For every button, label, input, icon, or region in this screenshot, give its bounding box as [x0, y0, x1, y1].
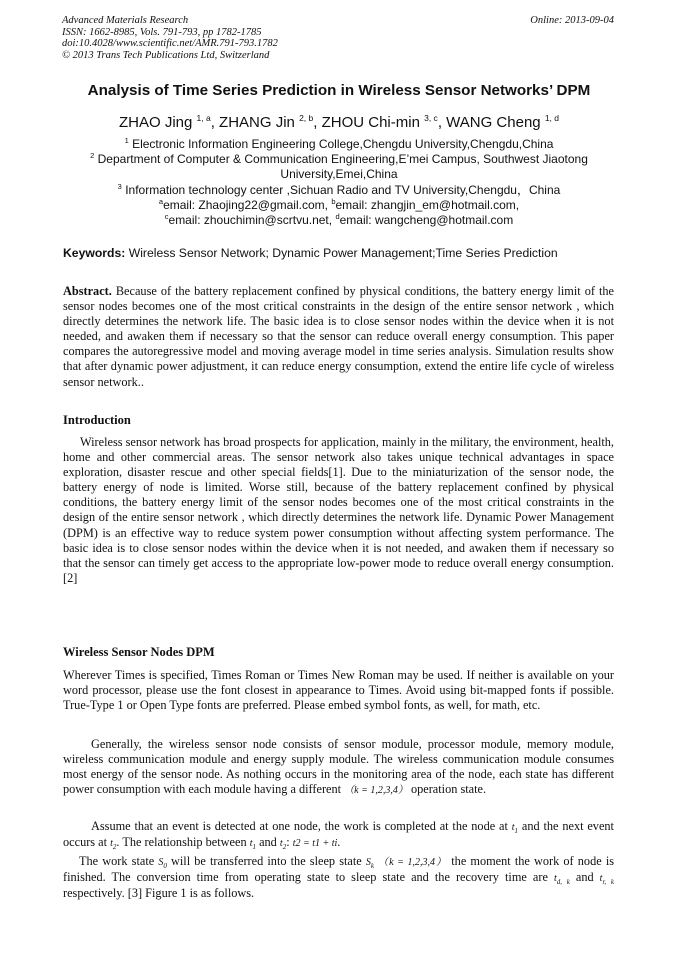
author-name: ZHOU Chi-min	[321, 114, 420, 131]
issn-line: ISSN: 1662-8985, Vols. 791-793, pp 1782-1785	[62, 26, 262, 38]
email-mark: c	[164, 212, 169, 221]
affiliation-text: Information technology center ,Sichuan Radio and TV University,Chengdu，China	[125, 183, 561, 197]
paragraph-text: operation state.	[410, 782, 487, 797]
paragraph-text: Assume that an event is detected at one node, the work is completed at the node at	[91, 819, 508, 833]
journal-name: Advanced Materials Research	[62, 15, 189, 26]
author-affil-mark: 2, b	[299, 113, 314, 123]
email-mark: a	[158, 197, 164, 206]
affiliation-text: Department of Computer & Communication Engineering,E’mei Campus, Southwest Jiaotong University,Emei,China	[97, 152, 588, 181]
email-block	[40, 198, 638, 228]
affiliation-3	[40, 183, 638, 198]
abstract	[63, 284, 614, 390]
abstract-text: Because of the battery replacement confined by physical conditions, the battery energy limit of the sensor nodes becomes one of the most critical constraints in the design of the entire sensor network , which directly determines the network life. The basic idea is to close sensor nodes within the device when it is not needed, and awaken them if necessary so that the sensor can reduce overall energy consumption. This paper compares the autoregressive model and moving average model in time series analysis. Simulation results show that after dynamic power adjustment, it can reduce energy consumption, extend the entire life cycle of wireless sensor network..	[63, 284, 614, 389]
paragraph-text: will be transferred into the sleep state	[170, 854, 362, 868]
introduction-text: Wireless sensor network has broad prospects for application, mainly in the military, the environment, health, home and other commercial areas. The sensor network also takes unique technical advantages in space exploration, disaster rescue and other special fields[1]. Due to the miniaturization of the sensor node, the battery energy of node is limited. Worse still, because of the battery replacement confined by physical conditions, the battery energy limit of the sensor nodes becomes one of the most critical constraints in the design of the entire sensor network , which directly determines the network life. Dynamic Power Management (DPM) is an effective way to reduce system power consumption without affecting system performance. The basic idea is to close sensor nodes within the device when it is not needed, and awaken them if necessary so that the sensor can timely get access to the appropriate low-power mode to reduce overall energy consumption. [2]	[63, 435, 614, 585]
keywords-text: Wireless Sensor Network; Dynamic Power Management;Time Series Prediction	[128, 246, 558, 260]
paragraph-text: and	[259, 835, 277, 850]
time-relation-formula: t2 = t1 + ti	[292, 838, 338, 850]
author-list: ZHAO Jing $^{1, a}$, ZHANG Jin $^{2, b}$, ZHOU Chi-min $^{3, c}$, WANG Cheng $^{1, d}$	[118, 113, 559, 131]
journal-header	[62, 15, 278, 61]
email-d: email: wangcheng@hotmail.com	[339, 213, 514, 227]
t-r-k-symbol: $t_{r, k}$	[599, 873, 614, 887]
affiliation-text: Electronic Information Engineering College,Chengdu University,Chengdu,China	[132, 137, 554, 151]
paragraph-text: and	[575, 870, 594, 885]
k-range-formula: （k = 1,2,3,4）	[344, 785, 408, 797]
author-affil-mark: 1, d	[544, 113, 559, 123]
t2-symbol: $t_2$	[110, 838, 117, 852]
affiliation-number: 2	[90, 151, 95, 160]
affiliation-2	[72, 152, 606, 181]
sk-symbol: $S_k$	[365, 857, 374, 870]
wsn-paragraph-1: Wherever Times is specified, Times Roman or Times New Roman may be used. If neither is available on your word processor, please use the font closest in appearance to Times. Avoid using bit-mapped fonts if possible. True-Type 1 or Open Type fonts are preferred. Please embed symbol fonts, as well, for math, etc.	[63, 668, 614, 713]
affiliation-number: 1	[124, 136, 129, 145]
author-name: ZHAO Jing	[118, 114, 193, 131]
paragraph-text: and the next event occurs at	[63, 819, 614, 850]
email-mark: d	[335, 212, 340, 221]
online-date: Online: 2013-09-04	[530, 15, 614, 26]
paragraph-text: The work state	[79, 854, 155, 868]
paragraph-text: respectively. [3] Figure 1 is as follows.	[63, 886, 255, 901]
wsn-paragraph-2	[63, 737, 614, 798]
introduction-heading: Introduction	[63, 413, 131, 427]
affiliation-number: 3	[117, 182, 122, 191]
paragraph-text: Generally, the wireless sensor node consists of sensor module, processor module, memory module, wireless communication module and energy supply module. The wireless communication module consumes most energy of the sensor node. As nothing occurs in the monitoring area of the node, each state has different power consumption with each module having a different	[63, 737, 614, 797]
t2-symbol: $t_2$	[279, 838, 287, 852]
paper-title: Analysis of Time Series Prediction in Wireless Sensor Networks’ DPM	[87, 82, 591, 99]
wsn-dpm-heading: Wireless Sensor Nodes DPM	[63, 645, 215, 659]
s0-symbol: $S_0$	[158, 857, 167, 870]
affiliation-1	[40, 137, 638, 152]
author-name: ZHANG Jin	[219, 114, 295, 131]
doi-line: doi:10.4028/www.scientific.net/AMR.791-793.1782	[62, 38, 278, 50]
keywords	[63, 246, 558, 260]
email-mark: b	[331, 197, 336, 206]
paragraph-text: . The relationship between	[116, 835, 247, 850]
wsn-paragraph-3: Assume that an event is detected at one node, the work is completed at the node at $t_1$ and the next event occurs at $t_2$. The relationship between $t_1$ and $t_2$: t2 = t1 + ti.	[63, 819, 614, 852]
t1-symbol: $t_1$	[249, 838, 256, 852]
email-a: email: Zhaojing22@gmail.com,	[163, 198, 328, 212]
author-name: WANG Cheng	[446, 114, 541, 131]
author-affil-mark: 3, c	[424, 113, 438, 123]
keywords-label: Keywords:	[63, 246, 126, 260]
paragraph-text: the moment the work of node is finished. The conversion time from operating state to sleep state and the recovery time are	[63, 854, 615, 885]
t1-symbol: $t_1$	[511, 822, 519, 835]
copyright-line: © 2013 Trans Tech Publications Ltd, Switzerland	[62, 49, 270, 61]
abstract-label: Abstract.	[63, 284, 112, 298]
author-affil-mark: 1, a	[196, 113, 211, 123]
k-range-formula: （k = 1,2,3,4）	[378, 857, 448, 868]
email-b: email: zhangjin_em@hotmail.com,	[335, 198, 520, 212]
t-d-k-symbol: $t_{d, k}$	[553, 873, 570, 887]
wsn-paragraph-4	[63, 854, 614, 901]
email-c: email: zhouchimin@scrtvu.net,	[168, 213, 333, 227]
